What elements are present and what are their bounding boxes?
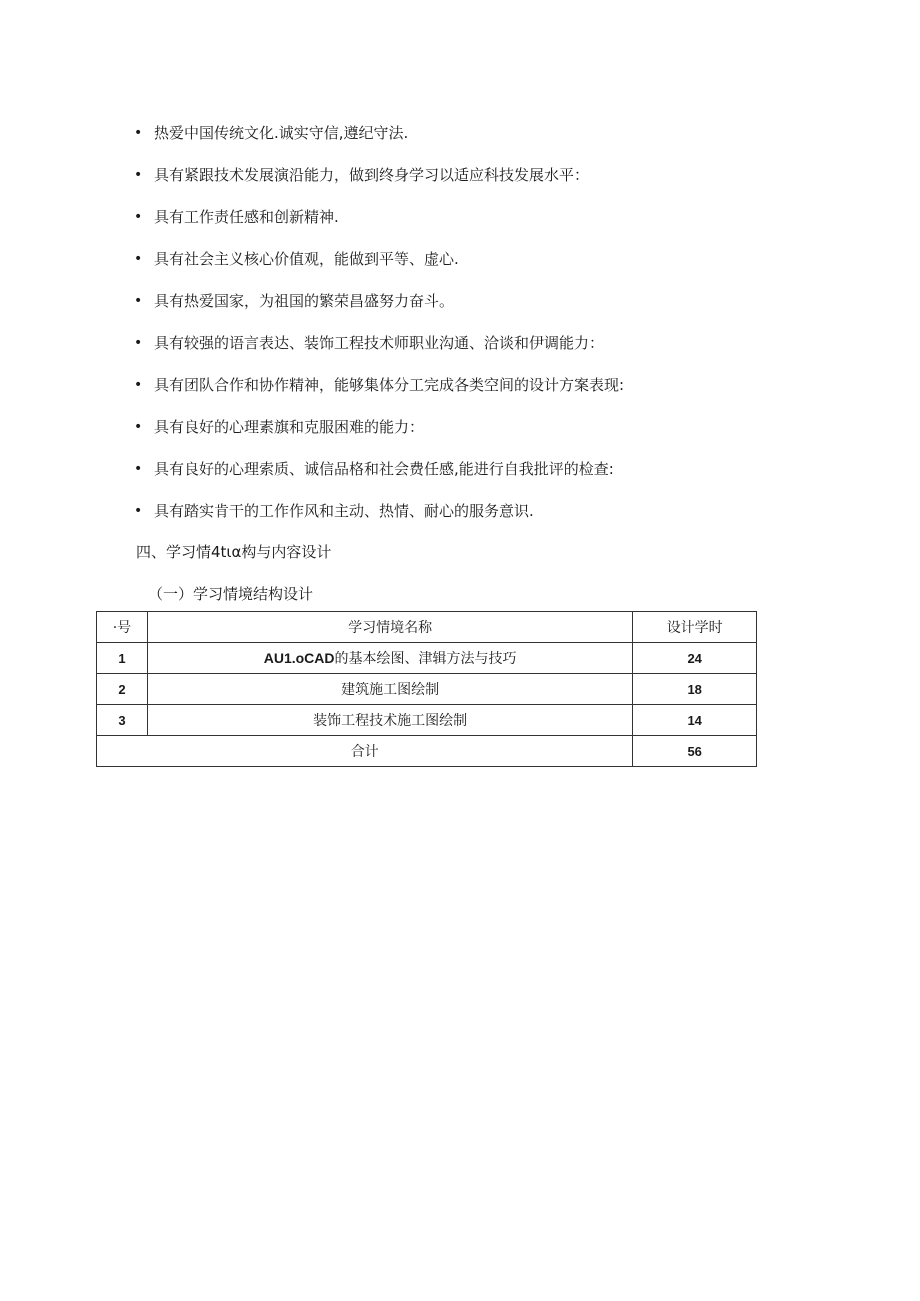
header-number: ·号: [97, 612, 148, 643]
list-item-text: 具有较强的语言表达、装饰工程技术师职业沟通、洽谈和伊调能力：: [154, 334, 605, 352]
competency-list: [134, 120, 624, 540]
table-row: [97, 643, 757, 674]
name-rest-part: 的基本绘图、津辑方法与技巧: [334, 651, 517, 667]
bullet-marker: •: [134, 167, 143, 183]
list-item: [134, 162, 624, 204]
row-hours: 14: [633, 705, 757, 736]
list-item: [134, 330, 624, 372]
row-number: 1: [97, 643, 148, 674]
list-item: [134, 456, 624, 498]
list-item-text: 具有紧跟技术发展演沿能力，做到终身学习以适应科技发展水平：: [154, 166, 590, 184]
row-number: 3: [97, 705, 148, 736]
row-situation-name: [147, 674, 633, 705]
table-row: [97, 674, 757, 705]
row-hours: 24: [633, 643, 757, 674]
row-number: 2: [97, 674, 148, 705]
total-hours: 56: [633, 736, 757, 767]
name-rest-part: 建筑施工图绘制: [341, 682, 440, 698]
bullet-marker: •: [134, 335, 143, 351]
learning-situation-table: [96, 611, 757, 767]
list-item-text: 具有踏实肯干的工作作风和主动、热情、耐心的服务意识.: [154, 502, 534, 520]
list-item: [134, 372, 624, 414]
list-item-text: 具有良好的心理索质、诚信品格和社会费任感,能进行自我批评的检查:: [154, 460, 614, 478]
list-item: [134, 288, 624, 330]
list-item-text: 具有工作责任感和创新精神.: [154, 208, 339, 226]
list-item-text: 具有团队合作和协作精神，能够集体分工完成各类空间的设计方案表现:: [154, 376, 625, 394]
list-item: [134, 414, 624, 456]
bullet-marker: •: [134, 461, 143, 477]
bullet-marker: •: [134, 251, 143, 267]
bullet-marker: •: [134, 125, 143, 141]
row-situation-name: [147, 705, 633, 736]
total-label: 合计: [97, 736, 633, 767]
bullet-marker: •: [134, 377, 143, 393]
row-hours: 18: [633, 674, 757, 705]
bullet-marker: •: [134, 209, 143, 225]
header-design-hours: 设计学时: [633, 612, 757, 643]
list-item: [134, 120, 624, 162]
list-item-text: 热爱中国传统文化.诚实守信,遵纪守法.: [154, 124, 409, 142]
list-item: [134, 498, 624, 540]
row-situation-name: [147, 643, 633, 674]
bullet-marker: •: [134, 503, 143, 519]
header-situation-name: 学习情境名称: [147, 612, 633, 643]
bullet-marker: •: [134, 419, 143, 435]
table-row: [97, 705, 757, 736]
sub-heading: （一）学习情境结构设计: [148, 585, 314, 603]
list-item: [134, 246, 624, 288]
name-rest-part: 装饰工程技术施工图绘制: [313, 713, 468, 729]
list-item-text: 具有良好的心理素旗和克服困难的能力：: [154, 418, 425, 436]
list-item-text: 具有社会主义核心价值观，能做到平等、虚心.: [154, 250, 459, 268]
section-heading: 四、学习情4tια构与内容设计: [136, 543, 332, 561]
bullet-marker: •: [134, 293, 143, 309]
list-item-text: 具有热爱国家，为祖国的繁荣昌盛努力奋斗。: [154, 292, 455, 310]
name-bold-part: AU1.oCAD: [263, 650, 335, 666]
table-header-row: [97, 612, 757, 643]
list-item: [134, 204, 624, 246]
table-total-row: [97, 736, 757, 767]
